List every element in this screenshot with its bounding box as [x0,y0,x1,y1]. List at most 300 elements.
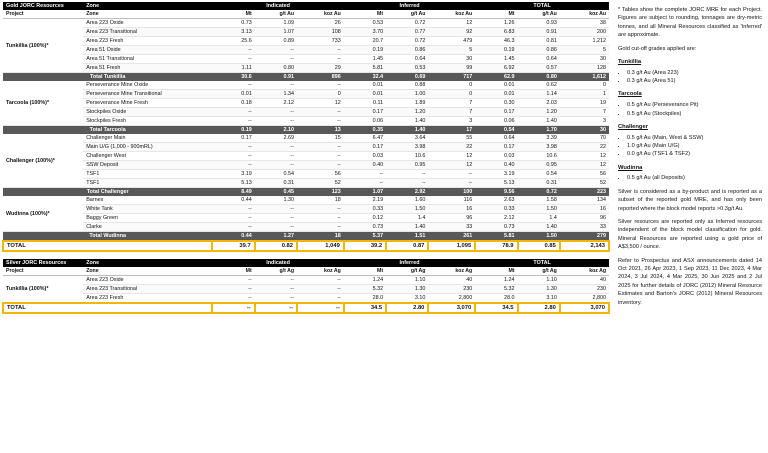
cell: -- [212,55,254,64]
cell: -- [297,294,344,304]
cell: 2,143 [560,241,609,251]
cell: -- [212,303,254,313]
silver-sub-tot-koz: koz Ag [560,267,609,276]
cell: 479 [428,37,475,46]
cell: -- [255,205,297,214]
cell: -- [297,214,344,223]
table-row [3,46,609,55]
cell: 1,612 [560,73,609,82]
cell: 0.86 [386,46,428,55]
cell: 0.17 [212,134,254,143]
cell: 0.40 [475,161,517,170]
cell: 0.30 [475,99,517,108]
cutoff-item: • 0.3 g/t Au (Area 51) [627,77,762,85]
note-cutoff-intro: Gold cut-off grades applied are: [618,45,697,52]
cell: 3 [560,117,609,126]
cell: -- [297,161,344,170]
cell: -- [212,161,254,170]
cell: 0.44 [212,232,254,242]
cell: -- [386,179,428,188]
gold-sub-tot-koz: koz Au [560,10,609,19]
cell: 17 [428,126,475,135]
group-name-tunkillia: Tunkillia (100%)* [3,19,83,73]
cell: 5 [428,46,475,55]
cell: 32.4 [344,73,386,82]
cell: 1.07 [344,188,386,197]
cell: 1.58 [518,196,560,205]
cell: 0.06 [475,117,517,126]
cell: 0.53 [386,64,428,73]
cell: 12 [428,152,475,161]
cutoff-group-tarcoola [618,90,762,117]
cell: -- [297,303,344,313]
cell: -- [428,170,475,179]
silver-subheader-row [3,267,609,276]
subtotal-label: Total Challenger [3,188,212,197]
cell: 62.9 [475,73,517,82]
table-row [3,161,609,170]
cell: 0.45 [255,188,297,197]
gold-sub-inf-mt: Mt [344,10,386,19]
cell: 0.01 [344,81,386,90]
cell: -- [297,46,344,55]
silver-sub-inf-grade: g/t Ag [386,267,428,276]
subtotal-row-tunkillia [3,73,609,82]
zone-label: Perseverance Mine Fresh [83,99,212,108]
cell: -- [212,276,254,285]
cell: 2,800 [560,294,609,304]
silver-sub-project: Project [3,267,83,276]
cell: -- [344,170,386,179]
cell: 123 [297,188,344,197]
cell: 0.53 [344,19,386,28]
zone-label: Barnes [83,196,212,205]
cutoff-group-title: Tarcoola [618,91,642,98]
cell: -- [255,294,297,304]
cell: 30 [560,126,609,135]
cell: 0.19 [344,46,386,55]
cell: 3.70 [344,28,386,37]
table-row [3,28,609,37]
cell: 10.6 [386,152,428,161]
subtotal-row-wudinna [3,232,609,242]
cell: 3.10 [386,294,428,304]
cell: 39.2 [344,241,386,251]
notes-column [612,0,768,453]
cell: 230 [428,285,475,294]
gold-sub-zone: Zone [83,10,212,19]
cell: 7 [560,108,609,117]
cell: -- [297,117,344,126]
table-row [3,294,609,304]
table-row [3,108,609,117]
silver-total-row [3,303,609,313]
cell: 0.80 [518,73,560,82]
gold-group-indicated: Indicated [212,2,343,10]
cell: 12 [428,19,475,28]
zone-label: Challenger West [83,152,212,161]
gold-subheader-row [3,10,609,19]
cell: 28.0 [475,294,517,304]
cell: 99 [428,64,475,73]
zone-label: Main U/G (1,000 - 900mRL) [83,143,212,152]
zone-label: Area 223 Fresh [83,294,212,304]
cell: 1.30 [255,196,297,205]
subtotal-label: Total Tunkillia [3,73,212,82]
cell: 0.17 [475,108,517,117]
cell: 46.3 [475,37,517,46]
cell: 19 [560,99,609,108]
silver-sub-ind-mt: Mt [212,267,254,276]
cutoff-item: • 0.5 g/t Au (Perseverance Pit) [627,101,762,109]
cell: 2,800 [428,294,475,304]
cell: 1.50 [518,205,560,214]
cell: 0.95 [386,161,428,170]
silver-sub-inf-mt: Mt [344,267,386,276]
group-name-wudinna: Wudinna (100%)* [3,196,83,232]
cell: 15 [297,134,344,143]
cell: 0.95 [518,161,560,170]
cell: 0.86 [518,46,560,55]
table-row [3,99,609,108]
cell: -- [255,143,297,152]
silver-table-title: Silver JORC Resources [3,259,83,267]
cell: 3.19 [212,170,254,179]
cell: 1.24 [344,276,386,285]
cutoff-item: • 0.0 g/t Au (TSF1 & TSF2) [627,150,762,158]
cell: 38 [560,19,609,28]
cell: -- [386,170,428,179]
silver-group-indicated: Indicated [212,259,343,267]
cutoff-group-title: Challenger [618,123,648,130]
cutoff-group-title: Wudinna [618,164,643,171]
cell: 5.81 [344,64,386,73]
zone-label: Perseverance Mine Oxide [83,81,212,90]
cell: 96 [428,214,475,223]
cell: 0.87 [386,241,428,251]
note-intro: * Tables show the complete JORC MRE for each Project. Figures are subject to rounding, tonnages are dry-metric tonnes, and all Mineral Resources classified as 'Inferred' are approximate. [618,7,762,39]
note-silver-inferred: Silver resources are reported only as Inferred resources independent of the block model classification for gold. Mineral Resources are reported using a gold price of A$3,500 / ounce. [618,219,762,251]
zone-label: Perseverance Mine Transitional [83,90,212,99]
cell: 2.19 [344,196,386,205]
cell: 1.11 [212,64,254,73]
group-name-challenger: Challenger (100%)* [3,134,83,188]
cell: 22 [560,143,609,152]
cell: 0.31 [255,179,297,188]
group-name-tunkillia-silver: Tunkillia (100%)* [3,276,83,304]
cell: 1.24 [475,276,517,285]
cell: 1.45 [344,55,386,64]
table-row [3,170,609,179]
zone-label: Area 223 Oxide [83,276,212,285]
cell: 1.14 [518,90,560,99]
zone-label: SSW Deposit [83,161,212,170]
cell: -- [297,152,344,161]
gold-table-header-row [3,2,609,10]
cell: 3.10 [518,294,560,304]
cutoff-item: • 0.5 g/t Au (Stockpiles) [627,110,762,118]
cell: 12 [297,99,344,108]
table-row [3,152,609,161]
cell: 30.6 [212,73,254,82]
cell: -- [344,179,386,188]
cell: 1.10 [518,276,560,285]
cell: 5.13 [475,179,517,188]
gold-sub-ind-grade: g/t Au [255,10,297,19]
zone-label: Area 223 Transitional [83,28,212,37]
cell: -- [255,55,297,64]
cell: 12 [428,161,475,170]
cutoff-list [618,69,762,86]
cell: 0.81 [518,37,560,46]
cell: 6.47 [344,134,386,143]
cell: -- [297,223,344,232]
cell: -- [255,161,297,170]
gold-sub-tot-grade: g/t Au [518,10,560,19]
cell: 0.06 [344,117,386,126]
zone-label: Clarke [83,223,212,232]
cell: 70 [560,134,609,143]
cell: 20.7 [344,37,386,46]
cell: 0.57 [518,64,560,73]
cell: 10.6 [518,152,560,161]
cell: 0.01 [344,90,386,99]
cell: 1.09 [255,19,297,28]
cell: 0.85 [518,241,560,251]
cell: 0.01 [212,90,254,99]
cell: 40 [428,276,475,285]
cell: 26 [297,19,344,28]
cell: -- [428,179,475,188]
table-row [3,196,609,205]
cell: 1.10 [386,276,428,285]
cell: 2.80 [518,303,560,313]
table-row [3,179,609,188]
cell: 1.30 [386,285,428,294]
cell: 279 [560,232,609,242]
gold-group-inferred: Inferred [344,2,475,10]
cell: 100 [428,188,475,197]
cutoff-group-tunkillia [618,58,762,85]
cell: 16 [560,205,609,214]
cell: 0.89 [255,37,297,46]
table-row [3,276,609,285]
cell: -- [212,285,254,294]
cell: 200 [560,28,609,37]
cell: -- [212,117,254,126]
subtotal-row-tarcoola [3,126,609,135]
cutoff-group-challenger [618,123,762,159]
cell: 3.98 [518,143,560,152]
cutoff-group-title: Tunkillia [618,58,642,65]
cell: 0.93 [518,19,560,28]
cell: 18 [297,196,344,205]
cell: 3,070 [428,303,475,313]
table-row [3,90,609,99]
cutoff-item: • 1.0 g/t Au (Main U/G) [627,142,762,150]
cell: 128 [560,64,609,73]
cell: 1.4 [386,214,428,223]
cell: 0.19 [212,126,254,135]
cell: 1.00 [386,90,428,99]
cell: 40 [560,276,609,285]
cell: 2.10 [255,126,297,135]
cell: 0 [428,90,475,99]
cell: 96 [560,214,609,223]
cell: 1.30 [518,285,560,294]
cell: -- [255,117,297,126]
cell: 56 [560,170,609,179]
cell: 0.72 [386,19,428,28]
cell: 0.62 [518,81,560,90]
table-row [3,205,609,214]
cell: -- [212,143,254,152]
cell: 3.13 [212,28,254,37]
gold-sub-ind-mt: Mt [212,10,254,19]
cell: 55 [428,134,475,143]
cell: 2.03 [518,99,560,108]
table-row [3,19,609,28]
cutoff-item: • 0.5 g/t Au (Main, West & SSW) [627,134,762,142]
cell: 0.03 [344,152,386,161]
cell: 56 [297,170,344,179]
cell: 12 [560,152,609,161]
cell: 1.50 [518,232,560,242]
zone-label: Stockpiles Oxide [83,108,212,117]
zone-label: Area 51 Fresh [83,64,212,73]
cell: 1.07 [255,28,297,37]
cell: 33 [428,223,475,232]
zone-label: Area 223 Fresh [83,37,212,46]
cell: -- [255,276,297,285]
cell: 1,095 [428,241,475,251]
cell: 0.73 [344,223,386,232]
zone-label: TSF1 [83,179,212,188]
cell: 6.83 [475,28,517,37]
zone-label: White Tank [83,205,212,214]
cell: -- [297,285,344,294]
cell: 0.01 [475,90,517,99]
cell: -- [255,46,297,55]
cell: 92 [428,28,475,37]
cell: 1 [560,90,609,99]
gold-sub-inf-grade: g/t Au [386,10,428,19]
gold-sub-project: Project [3,10,83,19]
cell: 0 [297,90,344,99]
cell: 3.64 [386,134,428,143]
cell: 717 [428,73,475,82]
cell: 0.35 [344,126,386,135]
cutoff-list [618,174,762,182]
cell: -- [255,285,297,294]
silver-jorc-resources-table [2,259,610,314]
cell: -- [212,81,254,90]
table-row [3,81,609,90]
cell: 0.17 [475,143,517,152]
cell: 78.9 [475,241,517,251]
cell: 16 [428,205,475,214]
cell: 0.17 [344,108,386,117]
cell: 108 [297,28,344,37]
cell: 1.70 [518,126,560,135]
cell: 0.19 [475,46,517,55]
cell: 5.81 [475,232,517,242]
subtotal-row-challenger [3,188,609,197]
cell: 134 [560,196,609,205]
gold-jorc-resources-table [2,2,610,252]
cell: 1.27 [255,232,297,242]
cutoff-list [618,101,762,118]
cell: 5 [560,46,609,55]
cell: 1.20 [518,108,560,117]
zone-label: Area 223 Transitional [83,285,212,294]
silver-sub-ind-grade: g/t Ag [255,267,297,276]
cell: 1.40 [386,117,428,126]
cell: 0.54 [518,170,560,179]
cutoff-group-wudinna [618,164,762,183]
cutoff-list [618,134,762,159]
cell: -- [297,108,344,117]
cell: -- [297,81,344,90]
table-row [3,223,609,232]
cell: 5.32 [475,285,517,294]
cell: -- [212,46,254,55]
cell: -- [255,108,297,117]
subtotal-label: Total Tarcoola [3,126,212,135]
table-row [3,37,609,46]
total-label: TOTAL [3,241,212,251]
cell: -- [212,152,254,161]
cell: 2.80 [386,303,428,313]
cell: 52 [297,179,344,188]
cell: 1.4 [518,214,560,223]
cell: 261 [428,232,475,242]
cell: 2.12 [255,99,297,108]
zone-label: Baggy Green [83,214,212,223]
gold-group-total: TOTAL [475,2,609,10]
cell: -- [297,143,344,152]
silver-sub-zone: Zone [83,267,212,276]
cell: 0.12 [344,214,386,223]
silver-sub-tot-mt: Mt [475,267,517,276]
subtotal-label: Total Wudinna [3,232,212,242]
gold-zone-header: Zone [83,2,212,10]
cell: -- [297,55,344,64]
gold-sub-ind-koz: koz Au [297,10,344,19]
cell: 0.31 [518,179,560,188]
cell: 0 [428,81,475,90]
total-label: TOTAL [3,303,212,313]
cell: 25.6 [212,37,254,46]
cell: 1.40 [518,223,560,232]
cell: 0.01 [475,81,517,90]
cell: 7 [428,108,475,117]
cell: 0.80 [255,64,297,73]
table-row [3,214,609,223]
cell: -- [255,152,297,161]
silver-sub-ind-koz: koz Ag [297,267,344,276]
cell: 22 [428,143,475,152]
note-references: Refer to Prospectus and ASX announcements dated 14 Oct 2021, 26 Apr 2023, 1 Sep 2023, 11 Dec 2023, 4 Mar 2024, 3 Jul 2024, 4 Mar 2025, 30 Jun 2025 and 2 Jul 2025 for further details of JORC (2012) Mineral Resource Estimates and Barton's JORC (2012) Mineral Resources inventory. [618,257,762,306]
cell: 0.72 [386,37,428,46]
cell: 1.51 [386,232,428,242]
cell: 1.40 [386,223,428,232]
cell: 0.91 [518,28,560,37]
cell: -- [212,214,254,223]
cutoff-item: • 0.3 g/t Au (Area 223) [627,69,762,77]
gold-table-title: Gold JORC Resources [3,2,83,10]
table-spacer [2,252,610,259]
